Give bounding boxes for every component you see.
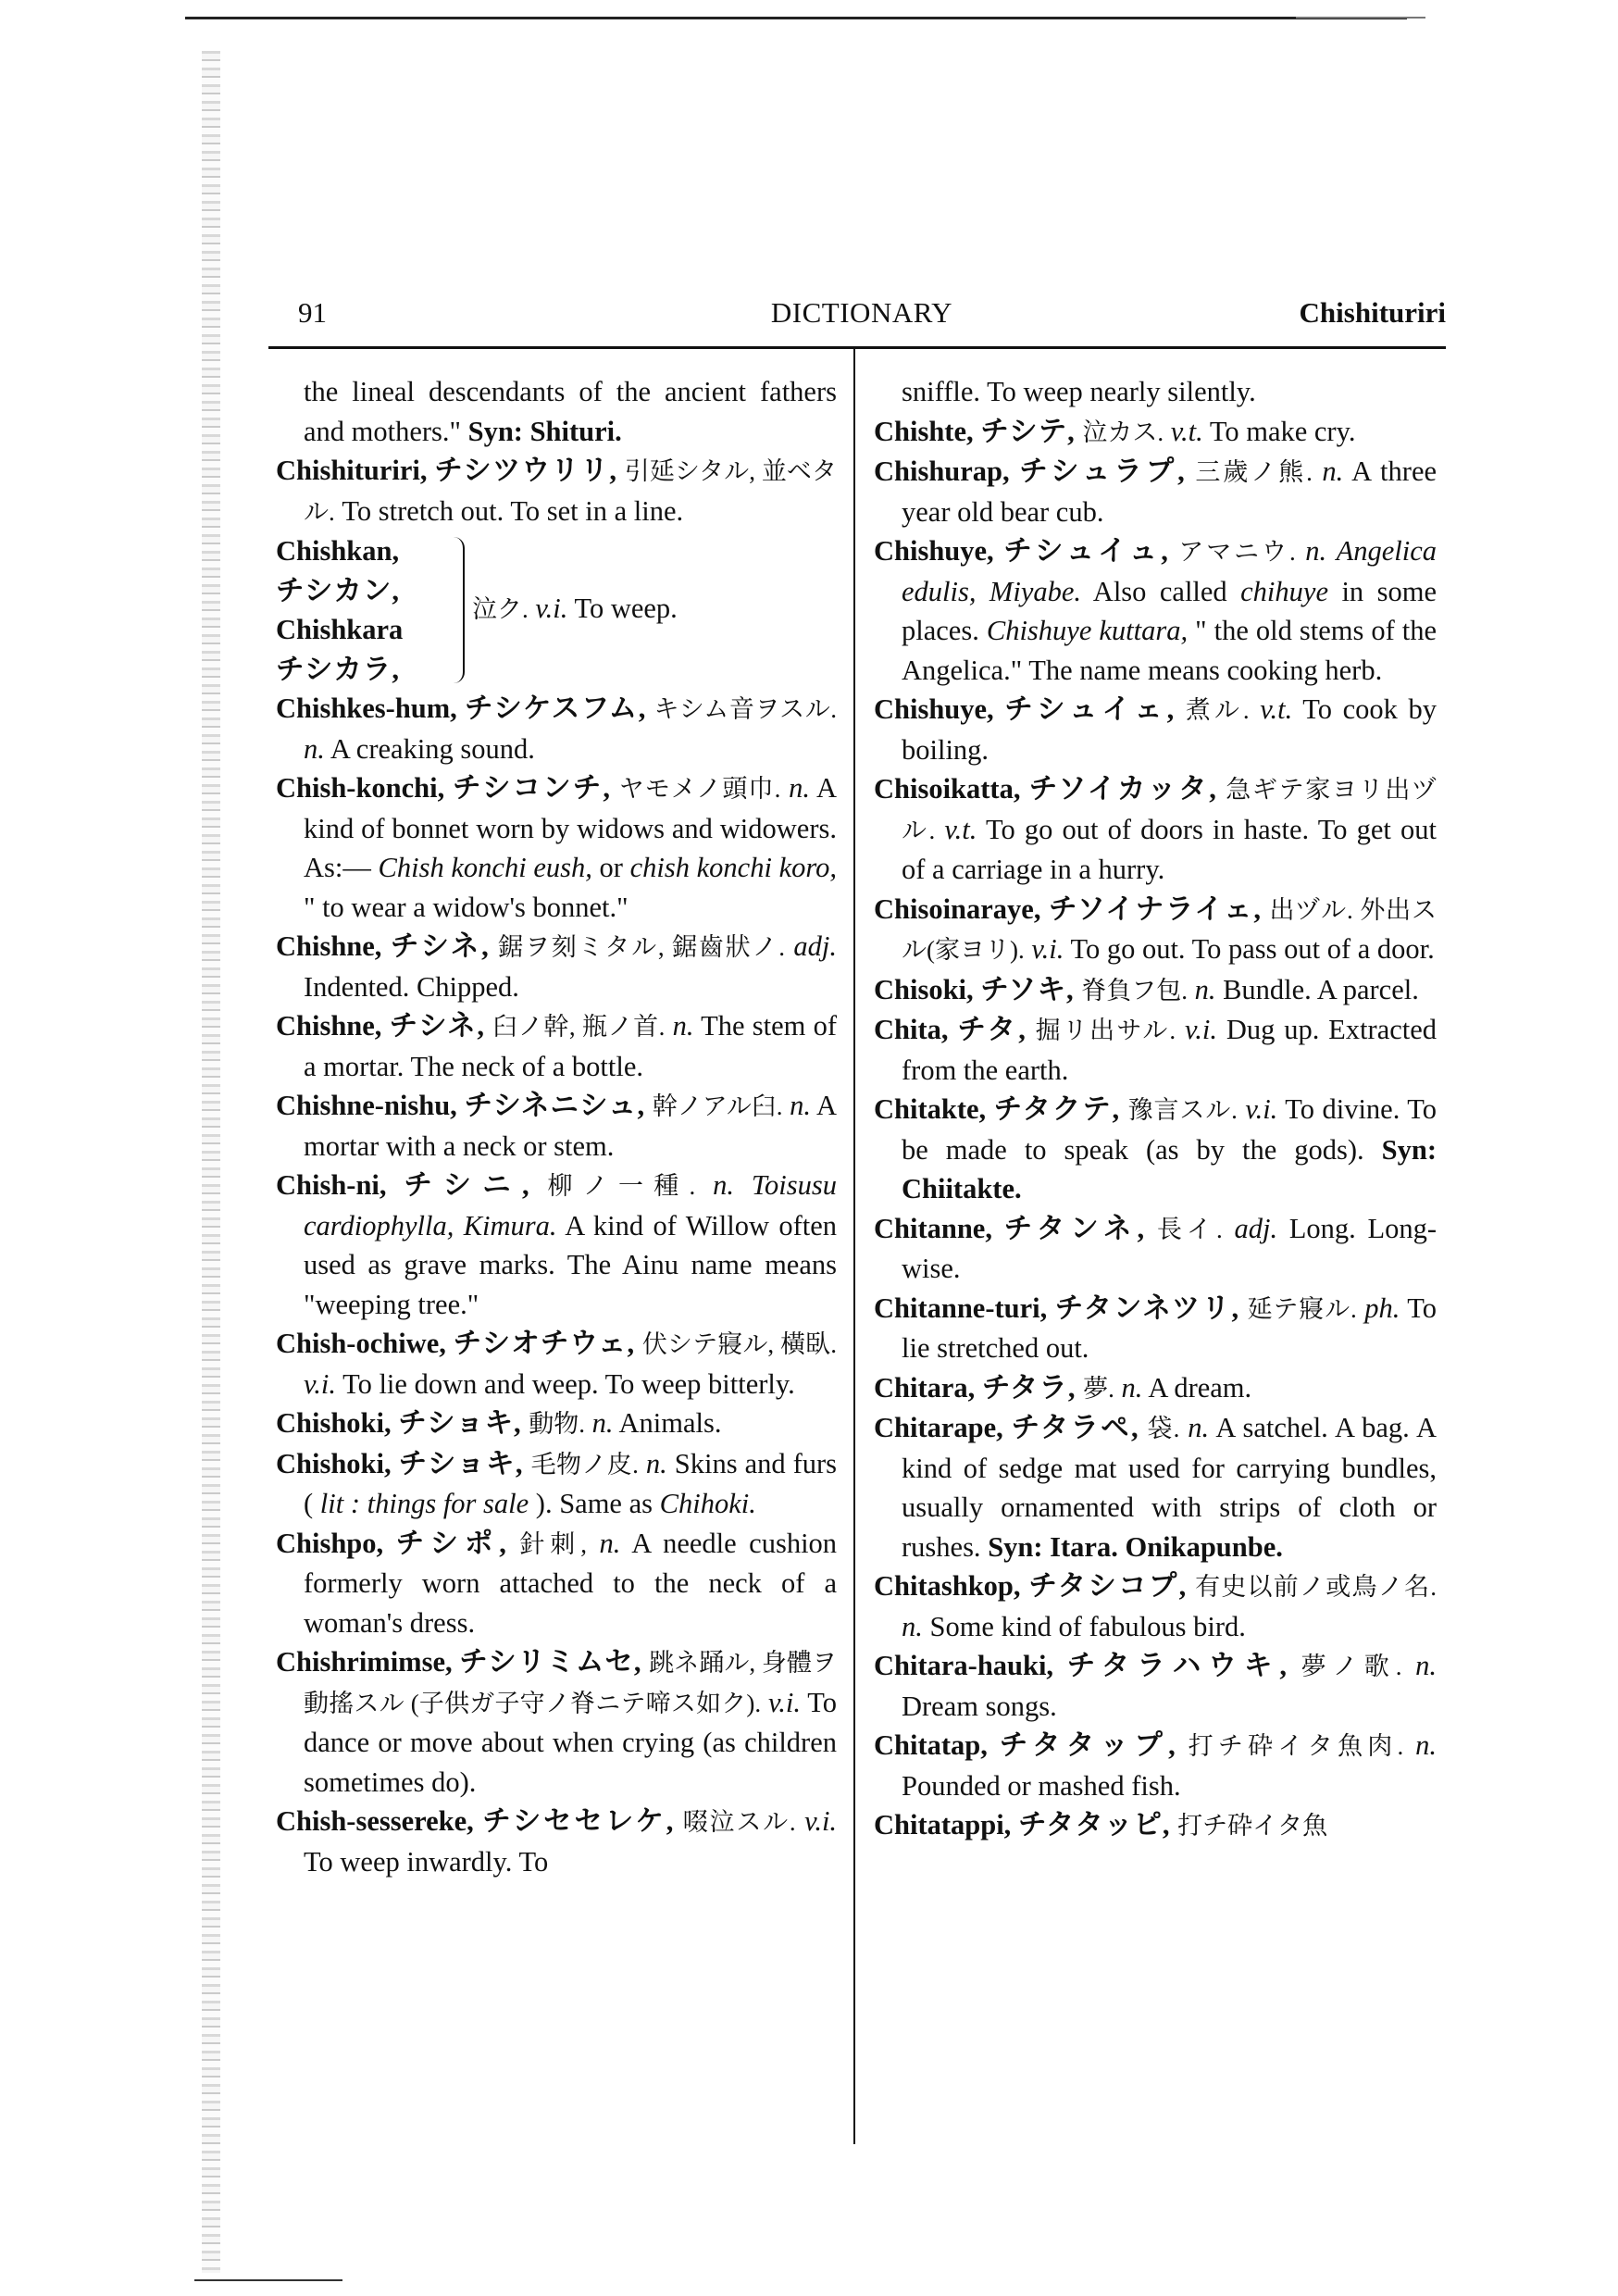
running-title: DICTIONARY xyxy=(770,296,953,329)
page-header xyxy=(278,294,1446,333)
dictionary-entry xyxy=(874,890,1437,970)
definition: " the old stems of the Angelica." The name means cooking herb. xyxy=(902,615,1438,686)
part-of-speech: n. xyxy=(713,1169,735,1201)
japanese-gloss: 掘リ出サル. xyxy=(1035,1017,1176,1044)
japanese-gloss: 幹ノアル臼. xyxy=(652,1092,783,1120)
part-of-speech: n. xyxy=(1188,1412,1210,1443)
part-of-speech: n. xyxy=(1305,535,1327,567)
katakana-reading: チタクテ, xyxy=(993,1093,1121,1125)
definition: The stem of a mortar. The neck of a bottle. xyxy=(304,1010,838,1082)
part-of-speech: n. xyxy=(902,1610,923,1642)
column-divider xyxy=(853,348,855,2144)
synonym: Itara. Onikapunbe. xyxy=(1050,1530,1283,1563)
definition: Animals. xyxy=(618,1407,722,1439)
japanese-gloss: 脊負フ包. xyxy=(1081,976,1188,1004)
part-of-speech: ph. xyxy=(1364,1292,1400,1324)
dictionary-entry xyxy=(874,1726,1437,1805)
headword: Chishkara xyxy=(276,614,404,645)
headword: Chishuye, xyxy=(874,693,994,725)
part-of-speech: n. xyxy=(304,732,325,765)
definition: Dream songs. xyxy=(902,1690,1057,1722)
part-of-speech: n. xyxy=(789,772,810,804)
definition: A dream. xyxy=(1148,1371,1252,1404)
definition: To lie stretched out. xyxy=(902,1292,1438,1364)
japanese-gloss: 三歲ノ熊. xyxy=(1195,458,1313,486)
dictionary-entry xyxy=(874,1010,1437,1090)
japanese-gloss: 夢ノ歌. xyxy=(1301,1653,1402,1680)
part-of-speech: v.i. xyxy=(1185,1014,1218,1045)
part-of-speech: v.i. xyxy=(1245,1093,1278,1125)
definition: A three year old bear cub. xyxy=(902,455,1438,528)
definition: A needle cushion formerly worn attached to the neck of a woman's dress. xyxy=(304,1527,838,1639)
synonym-label: Syn: xyxy=(467,415,523,447)
japanese-gloss: 急ギテ家ヨリ出ヅル. xyxy=(902,776,1438,844)
katakana-reading: チシュイュ, xyxy=(1003,535,1169,567)
headword: Chish-sessereke, xyxy=(276,1805,474,1837)
katakana-reading: チタラ, xyxy=(981,1371,1077,1404)
dictionary-entry xyxy=(276,1166,837,1324)
dictionary-entry xyxy=(276,1404,837,1444)
synonym-label: Syn: xyxy=(988,1530,1043,1563)
dictionary-entry xyxy=(276,689,837,768)
japanese-gloss: 有史以前ノ或鳥ノ名. xyxy=(1195,1573,1438,1601)
scan-top-rule xyxy=(185,17,1407,19)
part-of-speech: n. xyxy=(1415,1729,1438,1761)
italic-term: Chihoki. xyxy=(659,1488,756,1519)
headword: Chishpo, xyxy=(276,1527,384,1559)
italic-term: Chish konchi eush, xyxy=(378,852,592,883)
part-of-speech: adj. xyxy=(793,930,838,962)
headword: Chish-ochiwe, xyxy=(276,1328,446,1359)
japanese-gloss: キシム音ヲスル. xyxy=(653,695,838,723)
definition: A satchel. A bag. A kind of sedge mat used for carrying bundles, usually ornamented with strips of cloth or rushes. xyxy=(902,1412,1437,1563)
dictionary-entry xyxy=(276,1006,837,1086)
japanese-gloss: 出ヅル. 外出スル(家ヨリ). xyxy=(902,895,1438,964)
part-of-speech: v.t. xyxy=(1170,415,1203,447)
headword: Chishoki, xyxy=(276,1447,392,1479)
brace xyxy=(454,537,465,683)
part-of-speech: n. xyxy=(591,1407,614,1439)
headword: Chishkes-hum, xyxy=(276,693,457,724)
katakana-reading: チショキ, xyxy=(398,1407,522,1439)
dictionary-entry xyxy=(874,1368,1437,1409)
katakana-reading: チシネ, xyxy=(389,1010,485,1042)
definition: ). Same as xyxy=(535,1488,653,1519)
japanese-gloss: 跳ネ踊ル, 身體ヲ動搖スル (子供ガ子守ノ脊ニテ啼ス如ク). xyxy=(304,1649,838,1717)
katakana-reading: チソイナライェ, xyxy=(1048,892,1262,925)
japanese-gloss: 泣カス. xyxy=(1082,418,1164,446)
definition: A kind of bonnet worn by widows and widowers. As:— xyxy=(304,772,838,883)
headword: Chisoikatta, xyxy=(874,773,1021,805)
part-of-speech: n. xyxy=(1415,1650,1438,1681)
dictionary-entry xyxy=(874,1209,1437,1289)
dictionary-entry xyxy=(874,970,1437,1011)
left-column xyxy=(276,372,837,1881)
part-of-speech: v.i. xyxy=(535,593,568,624)
headword: Chishrimimse, xyxy=(276,1646,453,1678)
japanese-gloss: 豫言スル. xyxy=(1127,1096,1238,1124)
katakana-reading: チシオチウェ, xyxy=(453,1328,636,1359)
japanese-gloss: 臼ノ幹, 瓶ノ首. xyxy=(492,1013,666,1041)
part-of-speech: n. xyxy=(672,1010,694,1042)
katakana-reading: チタタップ, xyxy=(999,1729,1176,1761)
definition: To stretch out. To set in a line. xyxy=(342,494,684,527)
headword: Chitanne, xyxy=(874,1212,992,1244)
japanese-gloss: 打チ砕イタ魚肉. xyxy=(1188,1732,1404,1760)
italic-term: chihuye xyxy=(1240,575,1328,607)
page-number: 91 xyxy=(298,296,327,329)
headword: Chitatappi, xyxy=(874,1809,1012,1841)
italic-term: Angelica edulis, Miyabe. xyxy=(902,535,1438,607)
headword: Chishituriri, xyxy=(276,455,428,486)
scan-bottom-rule xyxy=(194,2279,342,2281)
headword: Chitara-hauki, xyxy=(874,1650,1054,1681)
dictionary-entry xyxy=(276,1642,837,1802)
scan-top-rule-fragment xyxy=(1296,17,1425,19)
part-of-speech: adj. xyxy=(1234,1212,1278,1244)
dictionary-entry xyxy=(276,1444,837,1524)
entry-continuation xyxy=(276,372,837,451)
japanese-gloss: 啜泣スル. xyxy=(682,1808,796,1836)
part-of-speech: v.i. xyxy=(804,1805,838,1837)
japanese-gloss: 延テ寢ル. xyxy=(1247,1294,1357,1323)
katakana-reading: チタンネツリ, xyxy=(1054,1292,1240,1324)
katakana-reading: チシュイェ, xyxy=(1004,693,1176,725)
dictionary-entry xyxy=(276,768,837,927)
katakana-reading: チタンネ, xyxy=(1003,1212,1146,1244)
headword: Chisoki, xyxy=(874,973,974,1005)
definition: A mortar with a neck or stem. xyxy=(304,1090,838,1162)
dictionary-entry xyxy=(874,1566,1437,1646)
japanese-gloss: 夢. xyxy=(1083,1374,1114,1403)
headword: Chishurap, xyxy=(874,455,1010,487)
japanese-gloss: 泣ク. xyxy=(472,595,529,623)
headword: Chish-konchi, xyxy=(276,772,445,804)
katakana-reading: チショキ, xyxy=(398,1447,524,1479)
katakana-reading: チソイカッタ, xyxy=(1028,773,1217,805)
katakana-reading: チタラペ, xyxy=(1011,1412,1139,1443)
definition: Indented. Chipped. xyxy=(304,970,519,1003)
definition: Skins and furs ( xyxy=(304,1447,838,1519)
definition: sniffle. To weep nearly silently. xyxy=(902,376,1256,407)
dictionary-entry xyxy=(276,1324,837,1404)
katakana-reading: チタタッピ, xyxy=(1017,1809,1171,1841)
katakana-reading: チシリミムセ, xyxy=(459,1646,642,1678)
dictionary-entry xyxy=(874,1289,1437,1368)
japanese-gloss: 動物. xyxy=(529,1410,586,1438)
guide-word: Chishituriri xyxy=(1299,296,1446,329)
headword: Chisoinaraye, xyxy=(874,892,1041,925)
japanese-gloss: 針刺, xyxy=(519,1529,587,1558)
japanese-gloss: 煮ル. xyxy=(1185,696,1250,724)
definition: Long. Long-wise. xyxy=(902,1212,1438,1284)
dictionary-entry xyxy=(874,452,1437,531)
definition: Dug up. Extracted from the earth. xyxy=(902,1014,1438,1086)
part-of-speech: n. xyxy=(599,1527,621,1559)
part-of-speech: v.t. xyxy=(1260,693,1293,725)
dictionary-entry xyxy=(874,769,1437,890)
headword: Chita, xyxy=(874,1014,949,1045)
dictionary-entry xyxy=(874,1646,1437,1726)
definition: the lineal descendants of the ancient fathers and mothers." xyxy=(304,376,837,447)
headword: Chishoki, xyxy=(276,1407,392,1439)
dictionary-entry xyxy=(276,927,837,1006)
headword: Chishte, xyxy=(874,415,974,447)
definition: To make cry. xyxy=(1209,415,1356,447)
part-of-speech: v.t. xyxy=(944,813,977,845)
definition: A creaking sound. xyxy=(330,732,535,765)
part-of-speech: n. xyxy=(1121,1371,1143,1404)
japanese-gloss: 引延シタル, 並ベタル. xyxy=(304,457,838,526)
japanese-gloss: 長イ. xyxy=(1156,1215,1223,1243)
katakana-reading: チシュラプ, xyxy=(1019,455,1186,487)
right-column xyxy=(874,372,1437,1846)
dictionary-entry xyxy=(276,1086,837,1166)
dictionary-entry xyxy=(276,1802,837,1881)
japanese-gloss: 鋸ヲ刻ミタル, 鋸齒狀ノ. xyxy=(498,933,785,961)
synonym: Chiitakte. xyxy=(902,1173,1022,1204)
headword: Chishne-nishu, xyxy=(276,1090,457,1121)
definition: To weep inwardly. To xyxy=(304,1845,549,1878)
headword: Chishkan, xyxy=(276,535,400,567)
dictionary-entry xyxy=(276,451,837,531)
katakana-reading: チシポ, xyxy=(395,1527,507,1559)
definition: To cook by boiling. xyxy=(902,693,1438,766)
katakana-reading: チシカラ, xyxy=(276,653,401,685)
japanese-gloss: 伏シテ寢ル, 橫臥. xyxy=(641,1330,838,1358)
katakana-reading: チタラハウキ, xyxy=(1066,1650,1288,1681)
katakana-reading: チタ, xyxy=(957,1014,1027,1045)
group-definition xyxy=(472,589,678,630)
part-of-speech: v.i. xyxy=(767,1686,801,1718)
italic-term: Toisusu cardiophylla, Kimura. xyxy=(304,1169,838,1242)
japanese-gloss: 毛物ノ皮. xyxy=(530,1450,639,1479)
part-of-speech: n. xyxy=(1194,973,1216,1005)
definition: or xyxy=(599,852,623,883)
headword: Chishne, xyxy=(276,930,382,962)
part-of-speech: n. xyxy=(790,1090,812,1121)
japanese-gloss: 袋. xyxy=(1147,1415,1180,1442)
scan-edge xyxy=(202,51,220,2273)
katakana-reading: チシケスフム, xyxy=(464,693,647,724)
dictionary-entry xyxy=(276,1524,837,1643)
definition: A kind of Willow often used as grave marks. The Ainu name means "weeping tree." xyxy=(304,1209,837,1320)
japanese-gloss: ヤモメノ頭巾. xyxy=(618,775,781,803)
definition: To divine. To be made to speak (as by the gods). xyxy=(902,1093,1438,1166)
japanese-gloss: 柳ノ一種. xyxy=(547,1172,696,1200)
dictionary-entry xyxy=(874,690,1437,769)
katakana-reading: チシコンチ, xyxy=(452,772,612,804)
italic-term: chish konchi koro, xyxy=(629,852,837,883)
headword: Chitakte, xyxy=(874,1093,987,1125)
definition: Some kind of fabulous bird. xyxy=(929,1610,1246,1642)
definition: Bundle. A parcel. xyxy=(1223,973,1419,1005)
definition: To go out of doors in haste. To get out of a carriage in a hurry. xyxy=(902,813,1438,885)
katakana-reading: チシカン, xyxy=(276,574,401,606)
dictionary-entry xyxy=(874,1805,1437,1846)
italic-term: lit : things for sale xyxy=(319,1488,529,1519)
italic-term: Chishuye kuttara, xyxy=(986,615,1189,646)
dictionary-entry xyxy=(874,412,1437,453)
dictionary-entry xyxy=(874,1090,1437,1209)
headword: Chish-ni, xyxy=(276,1169,387,1201)
definition: Also called xyxy=(1092,575,1227,607)
headword: Chitanne-turi, xyxy=(874,1292,1048,1324)
headword: Chishne, xyxy=(276,1010,382,1042)
definition: To dance or move about when crying (as children sometimes do). xyxy=(304,1686,838,1798)
entry-continuation xyxy=(874,372,1437,412)
japanese-gloss: アマニウ. xyxy=(1178,538,1296,566)
definition: To lie down and weep. To weep bitterly. xyxy=(342,1367,795,1400)
part-of-speech: v.i. xyxy=(1031,933,1064,965)
katakana-reading: チシネ, xyxy=(390,930,490,962)
headword: Chitatap, xyxy=(874,1729,988,1761)
katakana-reading: チソキ, xyxy=(980,973,1075,1005)
katakana-reading: チシセセレケ, xyxy=(482,1805,675,1837)
dictionary-entry xyxy=(874,1408,1437,1566)
synonym-label: Syn: xyxy=(1381,1133,1438,1166)
katakana-reading: チシツウリリ, xyxy=(434,455,617,486)
katakana-reading: チシニ, xyxy=(404,1169,530,1201)
japanese-gloss: 打チ砕イタ魚 xyxy=(1177,1812,1328,1840)
synonym: Shituri. xyxy=(529,415,622,447)
headword: Chitashkop, xyxy=(874,1570,1021,1602)
katakana-reading: チタシコプ, xyxy=(1028,1570,1188,1602)
bracketed-entry-group xyxy=(276,531,837,689)
header-rule xyxy=(268,346,1446,349)
part-of-speech: n. xyxy=(645,1447,667,1479)
headword: Chitara, xyxy=(874,1371,976,1404)
definition: " to wear a widow's bonnet." xyxy=(304,891,629,923)
part-of-speech: v.i. xyxy=(304,1367,336,1400)
part-of-speech: n. xyxy=(1322,455,1344,487)
katakana-reading: チシテ, xyxy=(980,415,1076,447)
definition: To go out. To pass out of a door. xyxy=(1070,933,1435,965)
headword: Chitarape, xyxy=(874,1412,1003,1443)
katakana-reading: チシネニシュ, xyxy=(464,1090,646,1121)
definition: To weep. xyxy=(574,593,678,624)
definition: Pounded or mashed fish. xyxy=(902,1769,1181,1802)
definition: in some places. xyxy=(902,575,1437,646)
headword: Chishuye, xyxy=(874,535,994,567)
dictionary-entry xyxy=(874,531,1437,690)
